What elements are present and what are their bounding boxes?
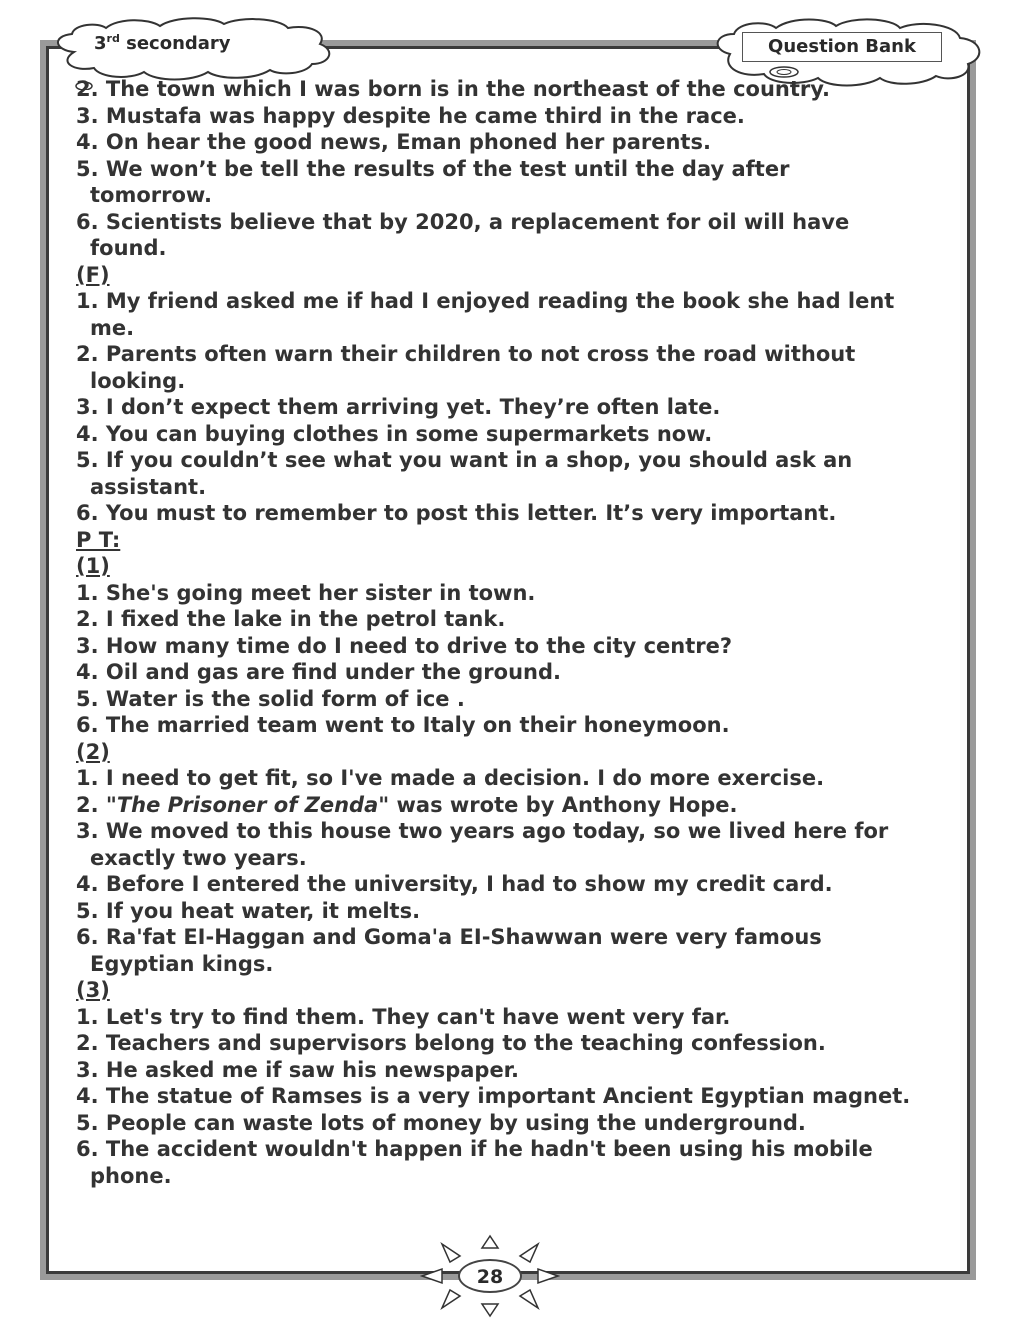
section-heading: (1) [76,554,110,578]
text-line: 5. Water is the solid form of ice . [76,686,465,711]
text-line: 5. If you heat water, it melts. [76,898,421,923]
text-line: assistant. [90,474,207,499]
text-line: 6. You must to remember to post this letter. It’s very important. [76,501,837,525]
text-line: tomorrow. [90,183,212,207]
text-line: 3. Mustafa was happy despite he came third in the race. [76,103,745,128]
page-number: 28 [458,1259,522,1293]
text-line: 1. She's going meet her sister in town. [76,580,536,605]
section-heading: P T: [76,527,121,552]
text-line: 3. How many time do I need to drive to the city centre? [76,633,733,658]
text-line: Egyptian kings. [90,951,274,976]
section-heading: (3) [76,978,110,1002]
text-line: 5. We won’t be tell the results of the test until the day after [76,156,790,181]
text-line: 3. We moved to this house two years ago today, so we lived here for [76,819,889,843]
text-line: 6. The married team went to Italy on their honeymoon. [76,713,730,737]
text-line: 6. The accident wouldn't happen if he hadn't been using his mobile [76,1137,873,1161]
text-line: exactly two years. [90,845,307,870]
text-line: 2. The town which I was born is in the northeast of the country. [76,77,831,101]
text-line: me. [90,315,135,340]
text-line: found. [90,236,167,260]
text-line: 6. Ra'fat EI-Haggan and Goma'a EI-Shawwan were very famous [76,925,822,949]
text-line: 1. Let's try to find them. They can't have went very far. [76,1004,731,1029]
text-line: 4. Oil and gas are find under the ground. [76,660,561,684]
text-line: looking. [90,368,186,393]
text-line: 4. On hear the good news, Eman phoned her parents. [76,130,711,154]
text-line: 6. Scientists believe that by 2020, a replacement for oil will have [76,209,850,234]
text-line: 4. Before I entered the university, I had to show my credit card. [76,872,833,896]
text-line: phone. [90,1163,172,1188]
text-line: 1. My friend asked me if had I enjoyed reading the book she had lent [76,289,895,313]
section-heading: (F) [76,262,110,287]
section-heading: (2) [76,739,110,764]
section-title: Question Bank [742,32,942,62]
text-line: 2. "The Prisoner of Zenda" was wrote by Anthony Hope. [76,792,738,817]
text-line: 4. You can buying clothes in some supermarkets now. [76,421,713,446]
text-line: 4. The statue of Ramses is a very important Ancient Egyptian magnet. [76,1084,911,1108]
text-line: 3. I don’t expect them arriving yet. They’re often late. [76,395,721,419]
text-line: 5. If you couldn’t see what you want in a shop, you should ask an [76,448,853,472]
text-line: 3. He asked me if saw his newspaper. [76,1057,520,1082]
text-line: 2. Parents often warn their children to not cross the road without [76,342,856,366]
text-line: 2. Teachers and supervisors belong to the teaching confession. [76,1031,826,1055]
text-line: 1. I need to get fit, so I've made a decision. I do more exercise. [76,766,825,790]
grade-label: 3rd secondary [94,32,231,54]
exercise-content [76,76,956,1189]
text-line: 5. People can waste lots of money by using the underground. [76,1110,806,1135]
text-line: 2. I fixed the lake in the petrol tank. [76,607,506,631]
